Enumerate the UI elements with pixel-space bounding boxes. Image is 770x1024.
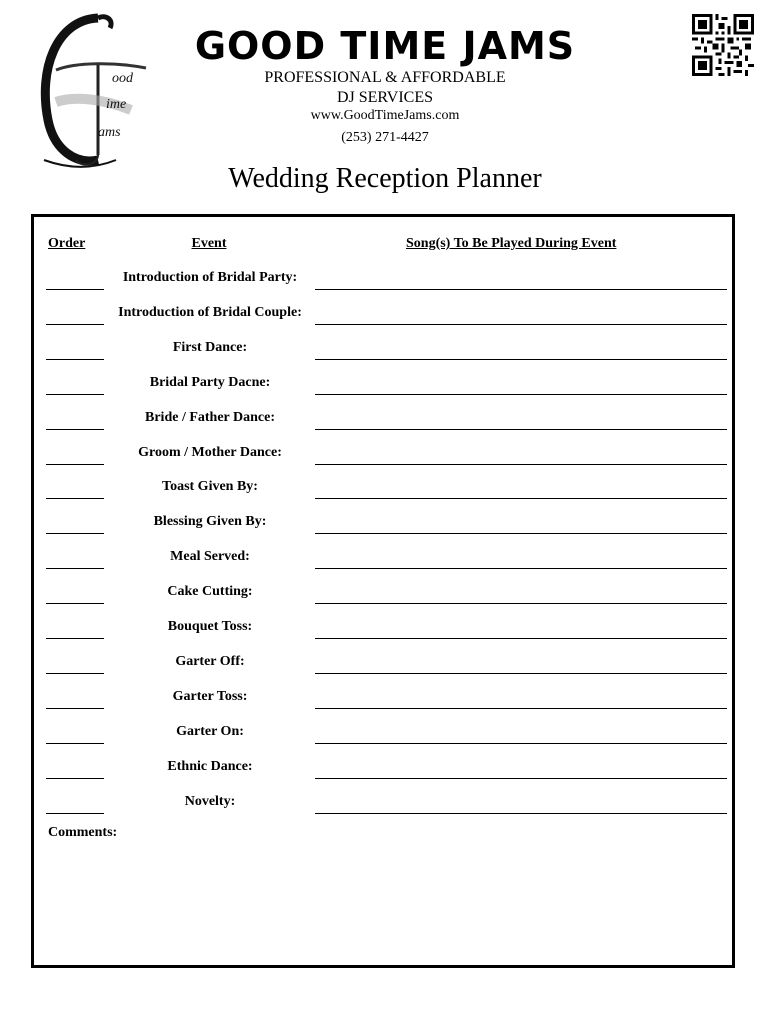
phone-text: (253) 271-4427 xyxy=(341,130,429,145)
song-blank-line[interactable] xyxy=(315,603,727,604)
event-label: Garter Toss: xyxy=(172,688,248,704)
order-blank-line[interactable] xyxy=(46,778,104,779)
event-row xyxy=(34,758,732,792)
event-label: Garter On: xyxy=(176,723,244,739)
song-blank-line[interactable] xyxy=(315,638,727,639)
svg-text:ams: ams xyxy=(98,125,121,140)
order-blank-line[interactable] xyxy=(46,498,104,499)
event-label: First Dance: xyxy=(172,339,248,355)
tagline-2: DJ SERVICES xyxy=(336,89,434,106)
tagline-1: PROFESSIONAL & AFFORDABLE xyxy=(264,69,506,86)
song-blank-line[interactable] xyxy=(315,708,727,709)
event-row xyxy=(34,339,732,373)
order-blank-line[interactable] xyxy=(46,394,104,395)
gtj-logo-icon xyxy=(36,10,156,170)
event-row xyxy=(34,304,732,338)
songs-column-header: Song(s) To Be Played During Event xyxy=(406,236,617,251)
song-blank-line[interactable] xyxy=(315,533,727,534)
event-row xyxy=(34,618,732,652)
order-column-header: Order xyxy=(48,236,86,251)
order-blank-line[interactable] xyxy=(46,429,104,430)
event-label: Introduction of Bridal Couple: xyxy=(118,304,302,320)
event-row xyxy=(34,513,732,547)
event-row xyxy=(34,583,732,617)
event-row xyxy=(34,793,732,827)
song-blank-line[interactable] xyxy=(315,324,727,325)
song-blank-line[interactable] xyxy=(315,673,727,674)
page-title: Wedding Reception Planner xyxy=(228,163,542,194)
song-blank-line[interactable] xyxy=(315,743,727,744)
song-blank-line[interactable] xyxy=(315,289,727,290)
order-blank-line[interactable] xyxy=(46,673,104,674)
order-blank-line[interactable] xyxy=(46,568,104,569)
song-blank-line[interactable] xyxy=(315,464,727,465)
order-blank-line[interactable] xyxy=(46,324,104,325)
svg-text:ood: ood xyxy=(112,71,133,86)
order-blank-line[interactable] xyxy=(46,813,104,814)
planner-form xyxy=(31,214,735,968)
event-label: Garter Off: xyxy=(175,653,245,669)
song-blank-line[interactable] xyxy=(315,359,727,360)
svg-text:ime: ime xyxy=(106,97,127,112)
event-label: Blessing Given By: xyxy=(153,514,267,530)
order-blank-line[interactable] xyxy=(46,603,104,604)
event-row xyxy=(34,409,732,443)
event-label: Ethnic Dance: xyxy=(167,758,253,774)
song-blank-line[interactable] xyxy=(315,429,727,430)
event-label: Groom / Mother Dance: xyxy=(138,444,282,460)
event-row xyxy=(34,269,732,303)
order-blank-line[interactable] xyxy=(46,289,104,290)
event-row xyxy=(34,688,732,722)
event-row xyxy=(34,548,732,582)
song-blank-line[interactable] xyxy=(315,568,727,569)
event-row xyxy=(34,478,732,512)
event-label: Introduction of Bridal Party: xyxy=(122,270,298,285)
website-text: www.GoodTimeJams.com xyxy=(310,108,460,123)
event-label: Novelty: xyxy=(184,793,236,809)
event-label: Bride / Father Dance: xyxy=(145,409,275,425)
song-blank-line[interactable] xyxy=(315,778,727,779)
event-label: Cake Cutting: xyxy=(167,584,253,600)
comments-label: Comments: xyxy=(48,825,118,840)
order-blank-line[interactable] xyxy=(46,533,104,534)
event-label: Meal Served: xyxy=(170,549,250,565)
order-blank-line[interactable] xyxy=(46,464,104,465)
order-blank-line[interactable] xyxy=(46,359,104,360)
event-row xyxy=(34,374,732,408)
qr-code-icon xyxy=(692,14,754,76)
song-blank-line[interactable] xyxy=(315,394,727,395)
event-row xyxy=(34,653,732,687)
event-label: Bridal Party Dacne: xyxy=(149,374,271,390)
event-column-header: Event xyxy=(191,236,227,251)
song-blank-line[interactable] xyxy=(315,813,727,814)
event-row xyxy=(34,723,732,757)
order-blank-line[interactable] xyxy=(46,638,104,639)
song-blank-line[interactable] xyxy=(315,498,727,499)
brand-name: GOOD TIME JAMS xyxy=(194,24,576,68)
order-blank-line[interactable] xyxy=(46,708,104,709)
event-row xyxy=(34,444,732,478)
order-blank-line[interactable] xyxy=(46,743,104,744)
event-label: Bouquet Toss: xyxy=(167,619,253,634)
event-label: Toast Given By: xyxy=(162,479,258,495)
